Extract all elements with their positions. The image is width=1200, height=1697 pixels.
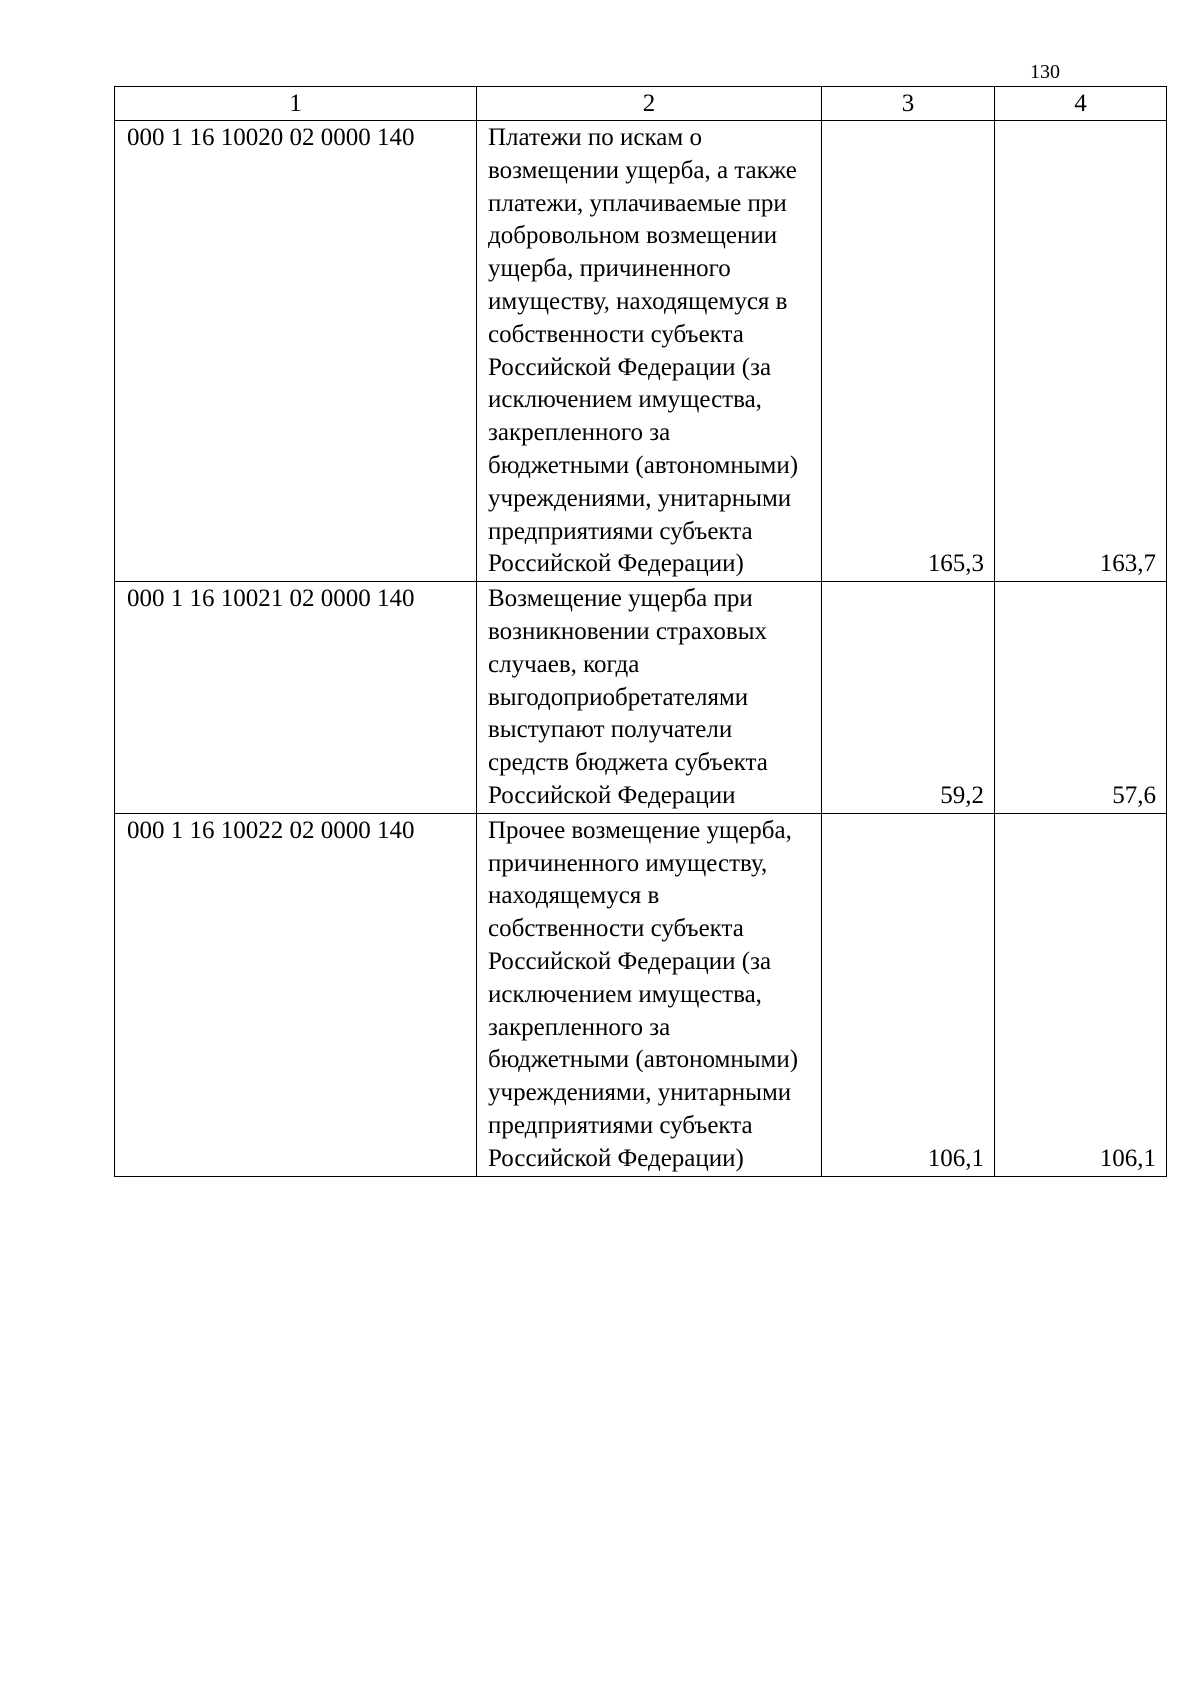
value-cell-col4: 57,6 bbox=[995, 582, 1167, 814]
table-header-row bbox=[115, 87, 1167, 121]
value-cell-col4: 163,7 bbox=[995, 121, 1167, 582]
column-header-1: 1 bbox=[115, 87, 477, 121]
value-cell-col3: 165,3 bbox=[822, 121, 995, 582]
table-row bbox=[115, 813, 1167, 1176]
budget-table bbox=[114, 86, 1167, 1177]
value-cell-col4: 106,1 bbox=[995, 813, 1167, 1176]
value-cell-col3: 59,2 bbox=[822, 582, 995, 814]
column-header-4: 4 bbox=[995, 87, 1167, 121]
income-name-cell: Прочее возмещение ущерба, причиненного имуществу, находящемуся в собственности субъекта Российской Федерации (за исключением имущества, закрепленного за бюджетными (автономными) учреждениями, унитарными предприятиями субъекта Российской Федерации) bbox=[477, 813, 822, 1176]
column-header-2: 2 bbox=[477, 87, 822, 121]
table-row bbox=[115, 121, 1167, 582]
income-name-cell: Возмещение ущерба при возникновении страховых случаев, когда выгодоприобретателями выступают получатели средств бюджета субъекта Российской Федерации bbox=[477, 582, 822, 814]
budget-code-cell: 000 1 16 10022 02 0000 140 bbox=[115, 813, 477, 1176]
column-header-3: 3 bbox=[822, 87, 995, 121]
budget-code-cell: 000 1 16 10021 02 0000 140 bbox=[115, 582, 477, 814]
page-number: 130 bbox=[1030, 61, 1060, 83]
income-name-cell: Платежи по искам о возмещении ущерба, а также платежи, уплачиваемые при добровольном возмещении ущерба, причиненного имуществу, находящемуся в собственности субъекта Российской Федерации (за исключением имущества, закрепленного за бюджетными (автономными) учреждениями, унитарными предприятиями субъекта Российской Федерации) bbox=[477, 121, 822, 582]
budget-code-cell: 000 1 16 10020 02 0000 140 bbox=[115, 121, 477, 582]
value-cell-col3: 106,1 bbox=[822, 813, 995, 1176]
table-row bbox=[115, 582, 1167, 814]
